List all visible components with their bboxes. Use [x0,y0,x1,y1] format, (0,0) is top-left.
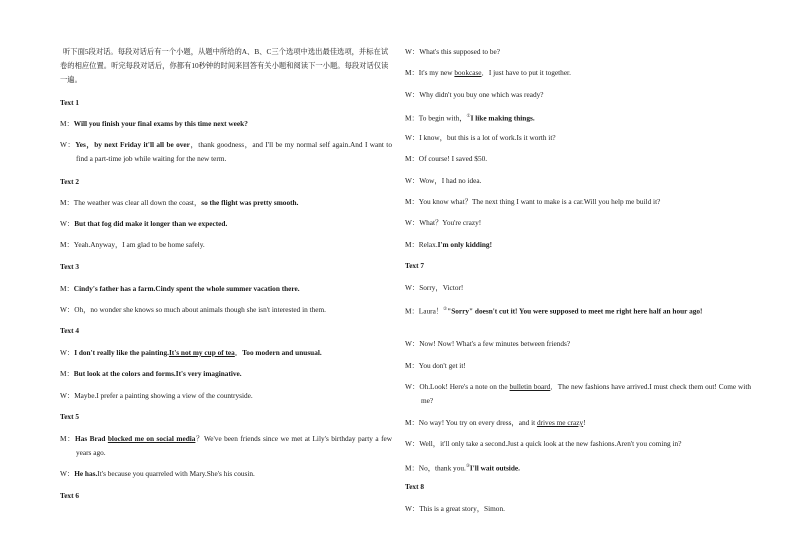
speaker: M： [60,240,74,249]
t4-m-line: M：But look at the colors and forms.It's very imaginative. [60,369,242,378]
speaker: W： [405,339,420,348]
t2-w-line: W：But that fog did make it longer than we expected. [60,219,228,228]
t2-m-line: M：The weather was clear all down the coast，so the flight was pretty smooth. [60,198,299,207]
text4-label: Text 4 [60,326,79,335]
footnote-marker: ② [443,306,448,311]
speaker: M： [405,197,419,206]
r-line-9: W：What？You're crazy! [405,218,482,227]
text5-label: Text 5 [60,412,79,421]
r-line-19: W：This is a great story，Simon. [405,504,505,513]
speaker: M： [405,361,419,370]
speaker: W： [60,219,75,228]
speaker: W： [60,140,76,149]
t3-w-line: W：Oh，no wonder she knows so much about animals though she isn't interested in them. [60,305,326,314]
speaker: M： [60,119,74,128]
footnote-marker: ① [466,113,471,118]
instructions: 听下面5段对话。每段对话后有一个小题，从题中所给的A、B、C三个选项中选出最佳选项，并标在试卷的相应位置。听完每段对话后，你都有10秒钟的时间来回答有关小题和阅读下一小题。每段对话仅读一遍。 [60,47,389,84]
r-line-17: W：Well，it'll only take a second.Just a quick look at the new fashions.Aren't you coming in? [405,439,682,448]
speaker: W： [60,391,75,400]
t4-w-line: W：I don't really like the painting.It's not my cup of tea．Too modern and unusual. [60,348,322,357]
r-line-10: M：Relax.I'm only kidding! [405,240,492,249]
speaker: M： [405,113,419,123]
speaker: M： [60,284,74,293]
speaker: W： [405,504,420,513]
speaker: W： [60,469,75,478]
speaker: W： [405,218,420,227]
text1-label: Text 1 [60,98,79,107]
speaker: M： [405,418,419,427]
speaker: W： [405,382,420,391]
r-line-4: M：To begin with，①I like making things. [405,113,535,123]
speaker: M： [405,306,419,316]
r-line-6: M：Of course! I saved $50. [405,154,488,163]
text6-label: Text 6 [60,491,79,500]
speaker: W： [405,283,420,292]
r-line-3: W：Why didn't you buy one which was ready? [405,90,544,99]
footnote-marker: ③ [465,463,470,468]
speaker: W： [405,90,420,99]
text2-label: Text 2 [60,177,79,186]
text7-label: Text 7 [405,261,424,270]
r-line-7: W：Wow，I had no idea. [405,176,482,185]
speaker: M： [405,463,419,473]
t5-w-line: W：He has.It's because you quarreled with Mary.She's his cousin. [60,469,255,478]
r-line-18: M：No，thank you.③I'll wait outside. [405,463,520,473]
speaker: M： [405,240,419,249]
text3-label: Text 3 [60,262,79,271]
speaker: W： [405,133,420,142]
r-line-5: W：I know，but this is a lot of work.Is it worth it? [405,133,556,142]
speaker: M： [405,68,419,77]
speaker: W： [60,348,75,357]
speaker: W： [405,176,420,185]
r-line-15: W：Oh.Look! Here's a note on the bulletin board．The new fashions have arrived.I must check them out! Come with me? [405,382,752,405]
speaker: M： [60,434,76,443]
speaker: W： [60,305,75,314]
r-line-16: M：No way! You try on every dress，and it drives me crazy! [405,418,586,427]
speaker: M： [60,198,74,207]
speaker: M： [60,369,74,378]
speaker: W： [405,47,420,56]
t3-m-line: M：Cindy's father has a farm.Cindy spent the whole summer vacation there. [60,284,300,293]
t4-w2-line: W：Maybe.I prefer a painting showing a view of the countryside. [60,391,253,400]
r-line-8: M：You know what？The next thing I want to make is a car.Will you help me build it? [405,197,661,206]
r-line-11: W：Sorry，Victor! [405,283,464,292]
speaker: W： [405,439,420,448]
r-line-14: M：You don't get it! [405,361,466,370]
t1-w-line: W：Yes，by next Friday it'll all be over，thank goodness，and I'll be my normal self again.And I want to find a part-time job while waiting for the new term. [60,140,392,163]
r-line-1: W：What's this supposed to be? [405,47,500,56]
r-line-13: W：Now! Now! What's a few minutes between friends? [405,339,571,348]
r-line-2: M：It's my new bookcase．I just have to put it together. [405,68,571,77]
t1-m-line: M：Will you finish your final exams by this time next week? [60,119,248,128]
speaker: M： [405,154,419,163]
t5-m-line: M：Has Brad blocked me on social media？We've been friends since we met at Lily's birthday party a few years ago. [60,434,393,457]
t2-m2-line: M：Yeah.Anyway，I am glad to be home safely. [60,240,205,249]
r-line-12: M：Laura！②"Sorry" doesn't cut it! You were supposed to meet me right here half an hour ago! [405,306,703,316]
text8-label: Text 8 [405,482,424,491]
